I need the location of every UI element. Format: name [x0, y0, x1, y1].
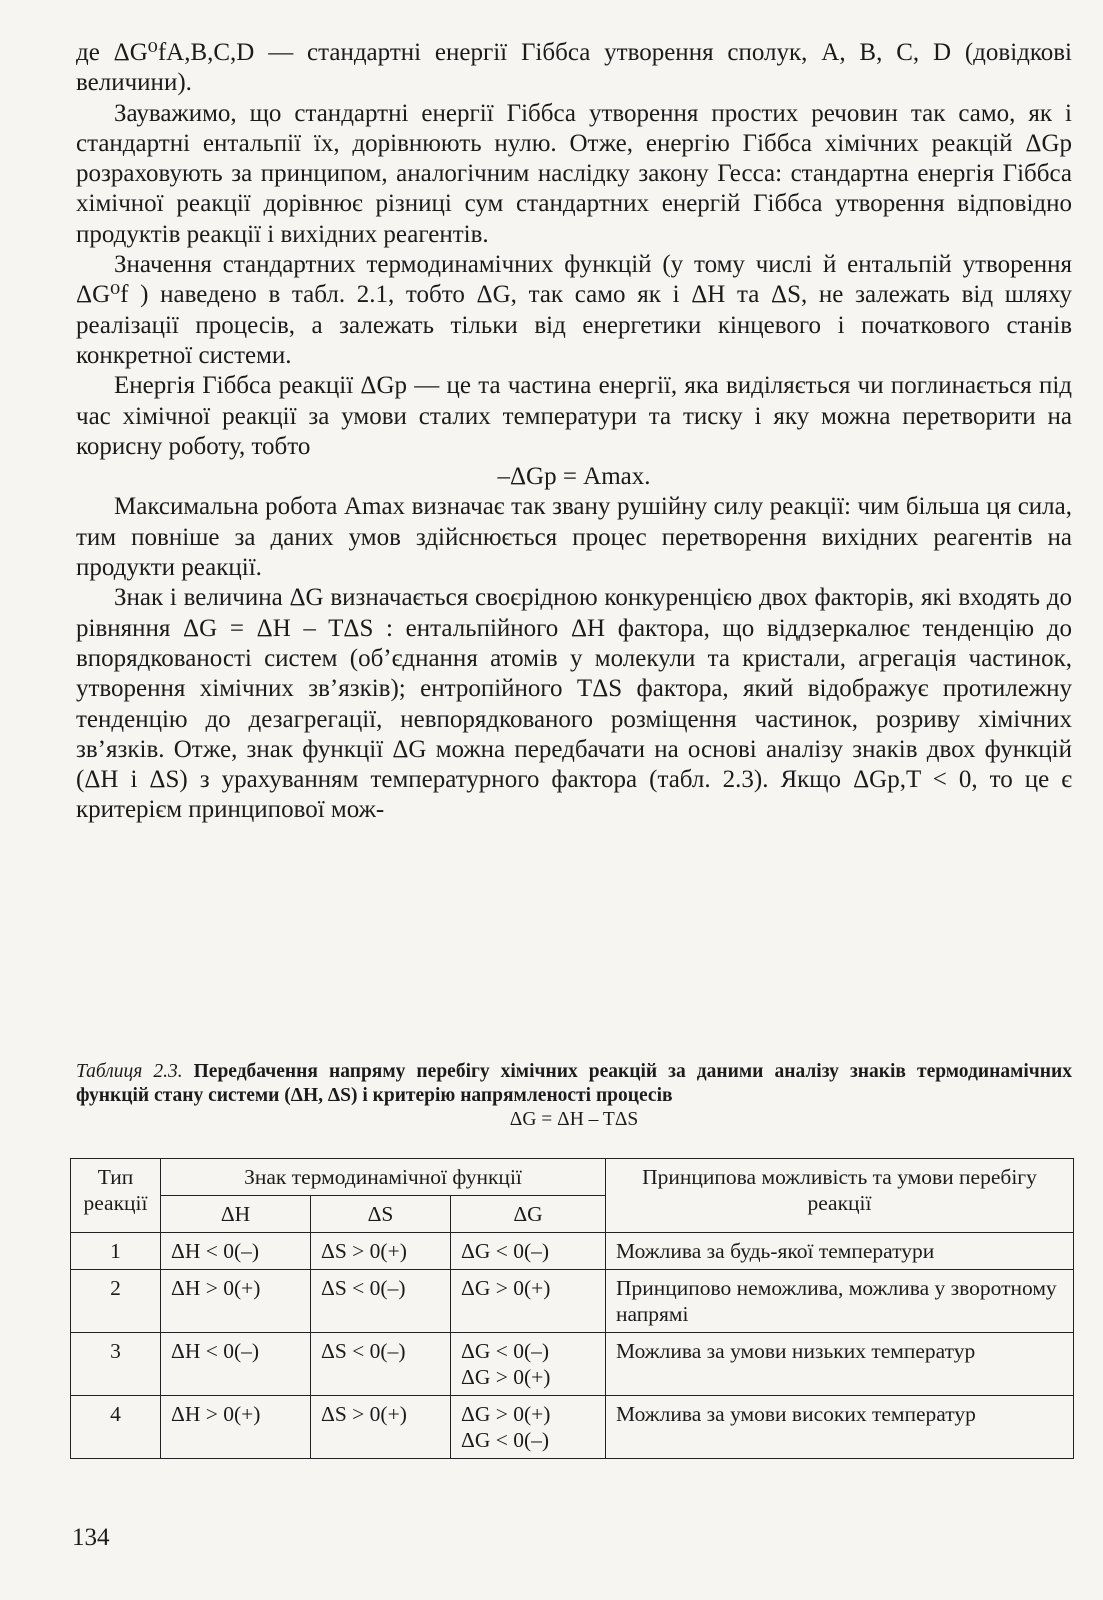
paragraph: Енергія Гіббса реакції ΔGр — це та частина енергії, яка виділяється чи поглинається під час хімічної реакції за умови сталих температури та тиску і яку можна перетворити на корисну роботу, тобто: [76, 372, 1072, 460]
table-caption: [76, 1060, 1072, 1132]
cell-dS: ΔS > 0(+): [311, 1396, 451, 1459]
dG-value: ΔG < 0(–): [461, 1239, 550, 1263]
page-number: 134: [72, 1524, 110, 1551]
paragraph: Знак і величина ΔG визначається своєрідною конкуренцією двох факторів, які входять до рівняння ΔG = ΔH – TΔS : ентальпійного ΔH фактора, що віддзеркалює тенденцію до впорядкованості систем (об’єднання атомів у молекули та кристали, агрегація частинок, утворення хімічних зв’язків); ентропійного TΔS фактора, який відображує протилежну тенденцію до дезагрегації, невпорядкованого розміщення частинок, розриву хімічних зв’язків. Отже, знак функції ΔG можна передбачати на основі аналізу знаків двох функцій (ΔH і ΔS) з урахуванням температурного фактора (табл. 2.3). Якщо ΔGр,T < 0, то це є критерієм принципової мож-: [76, 584, 1072, 824]
cell-type: 1: [71, 1233, 161, 1270]
cell-dS: ΔS < 0(–): [311, 1270, 451, 1333]
dG-value: ΔG > 0(+): [461, 1276, 551, 1300]
cell-dG: [451, 1270, 606, 1333]
table-title: Передбачення напряму перебігу хімічних реакцій за даними аналізу знаків термодинамічних функцій стану системи (ΔH, ΔS) і критерію напрямленості процесів: [76, 1061, 1072, 1106]
formula-max-work: –ΔGр = Amax.: [497, 463, 651, 491]
sign-table: [70, 1158, 1074, 1459]
cell-type: 3: [71, 1333, 161, 1396]
cell-dH: ΔH > 0(+): [161, 1396, 311, 1459]
table-row: [71, 1233, 1074, 1270]
dG-value-alt: ΔG < 0(–): [461, 1428, 550, 1452]
table-formula: ΔG = ΔH – TΔS: [509, 1109, 639, 1130]
dG-value-alt: ΔG > 0(+): [461, 1365, 551, 1389]
cell-dG: [451, 1233, 606, 1270]
cell-dH: ΔH < 0(–): [161, 1333, 311, 1396]
paragraph: де ΔG⁰fA,B,C,D — стандартні енергії Гіббса утворення сполук, A, B, C, D (довідкові величини).: [76, 39, 1072, 97]
header-sign: Знак термодинамічної функції: [161, 1159, 606, 1196]
header-dS: ΔS: [311, 1196, 451, 1233]
dG-value: ΔG < 0(–): [461, 1339, 550, 1363]
paragraph: Зауважимо, що стандартні енергії Гіббса утворення простих речовин так само, як і стандартні ентальпії їх, дорівнюють нулю. Отже, енергію Гіббса хімічних реакцій ΔGр розраховують за принципом, аналогічним наслідку закону Гесса: стандартна енергія Гіббса хімічної реакції дорівнює різниці сум стандартних енергій Гіббса утворення відповідно продуктів реакції і вихідних реагентів.: [76, 99, 1072, 248]
cell-type: 4: [71, 1396, 161, 1459]
paragraph: Значення стандартних термодинамічних функцій (у тому числі й ентальпій утворення ΔG⁰f ) наведено в табл. 2.1, тобто ΔG, так само як і ΔH та ΔS, не залежать від шляху реалізації процесів, а залежать тільки від енергетики кінцевого і початкового станів конкретної системи.: [76, 251, 1072, 369]
cell-type: 2: [71, 1270, 161, 1333]
table-label: Таблиця 2.3.: [76, 1061, 183, 1082]
table-row: [71, 1333, 1074, 1396]
cell-dG: [451, 1396, 606, 1459]
table-header-row: [71, 1159, 1074, 1196]
paragraph: Максимальна робота Amax визначає так звану рушійну силу реакції: чим більша ця сила, тим повніше за даних умов здійснюється процес перетворення вихідних реагентів на продукти реакції.: [76, 493, 1072, 582]
cell-dG: [451, 1333, 606, 1396]
cell-possibility: Можлива за умови низьких температур: [606, 1333, 1074, 1396]
header-dH: ΔH: [161, 1196, 311, 1233]
cell-possibility: Можлива за будь-якої температури: [606, 1233, 1074, 1270]
body-text: [76, 38, 1072, 826]
cell-dS: ΔS > 0(+): [311, 1233, 451, 1270]
table-row: [71, 1270, 1074, 1333]
header-dG: ΔG: [451, 1196, 606, 1233]
cell-possibility: Можлива за умови високих температур: [606, 1396, 1074, 1459]
dG-value: ΔG > 0(+): [461, 1402, 551, 1426]
cell-dH: ΔH < 0(–): [161, 1233, 311, 1270]
header-possibility: Принципова можливість та умови перебігу реакції: [606, 1159, 1074, 1233]
table-row: [71, 1396, 1074, 1459]
cell-dH: ΔH > 0(+): [161, 1270, 311, 1333]
cell-dS: ΔS < 0(–): [311, 1333, 451, 1396]
header-type: Тип реакції: [71, 1159, 161, 1233]
cell-possibility: Принципово неможлива, можлива у зворотному напрямі: [606, 1270, 1074, 1333]
